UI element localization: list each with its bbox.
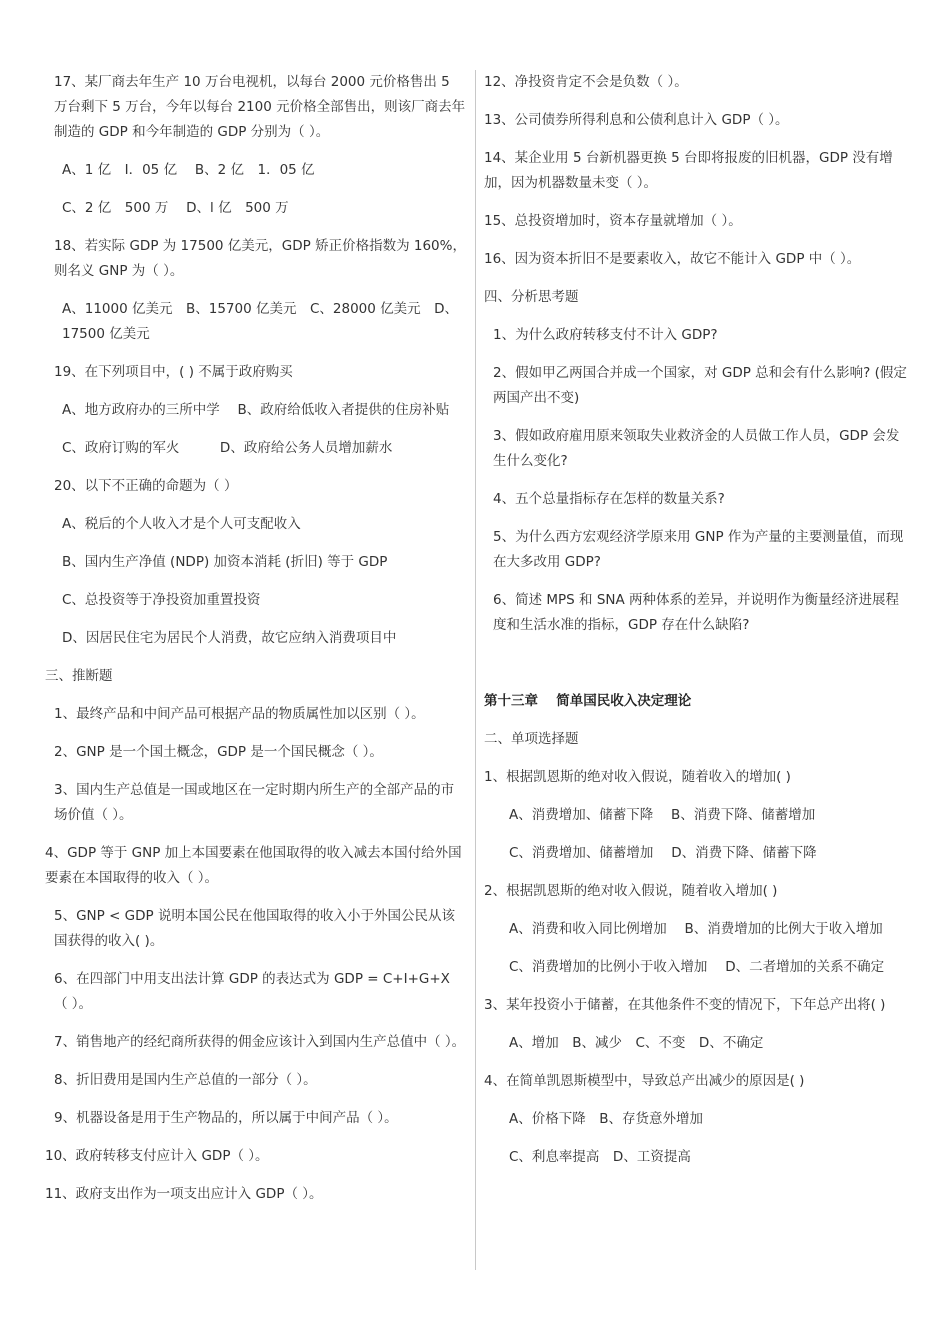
paragraph: C、消费增加的比例小于收入增加 D、二者增加的关系不确定 bbox=[509, 959, 885, 975]
paragraph: 5、为什么西方宏观经济学原来用 GNP 作为产量的主要测量值，而现在大多改用 GDP? bbox=[493, 529, 904, 570]
paragraph: 1、为什么政府转移支付不计入 GDP? bbox=[493, 327, 718, 343]
paragraph: A、消费和收入同比例增加 B、消费增加的比例大于收入增加 bbox=[509, 921, 883, 937]
paragraph: 2、根据凯恩斯的绝对收入假说，随着收入增加( ) bbox=[484, 883, 778, 899]
paragraph: 三、推断题 bbox=[45, 668, 113, 684]
column-divider bbox=[475, 70, 476, 1270]
paragraph: 6、在四部门中用支出法计算 GDP 的表达式为 GDP = C+I+G+X （ ）。 bbox=[54, 971, 450, 1012]
paragraph: A、11000 亿美元 B、15700 亿美元 C、28000 亿美元 D、17500 亿美元 bbox=[62, 301, 459, 342]
paragraph: 2、GNP 是一个国土概念，GDP 是一个国民概念（ ）。 bbox=[54, 744, 383, 760]
paragraph: 17、某厂商去年生产 10 万台电视机，以每台 2000 元价格售出 5 万台剩下 5 万台，今年以每台 2100 元价格全部售出，则该厂商去年制造的 GDP 和今年制造的 GDP 分别为（ ）。 bbox=[54, 74, 466, 140]
paragraph: 11、政府支出作为一项支出应计入 GDP（ ）。 bbox=[45, 1186, 323, 1202]
paragraph: 四、分析思考题 bbox=[484, 289, 579, 305]
left-column bbox=[45, 70, 467, 1220]
paragraph: C、2 亿 500 万 D、l 亿 500 万 bbox=[62, 200, 289, 216]
paragraph: 3、某年投资小于储蓄，在其他条件不变的情况下，下年总产出将( ) bbox=[484, 997, 886, 1013]
paragraph: 15、总投资增加时，资本存量就增加（ ）。 bbox=[484, 213, 742, 229]
chapter-title: 第十三章 简单国民收入决定理论 bbox=[484, 693, 692, 709]
paragraph: 2、假如甲乙两国合并成一个国家，对 GDP 总和会有什么影响? (假定两国产出不变) bbox=[493, 365, 907, 406]
paragraph: 5、GNP < GDP 说明本国公民在他国取得的收入小于外国公民从该国获得的收入( )。 bbox=[54, 908, 455, 949]
paragraph: A、消费增加、储蓄下降 B、消费下降、储蓄增加 bbox=[509, 807, 816, 823]
paragraph: A、价格下降 B、存货意外增加 bbox=[509, 1111, 703, 1127]
paragraph: A、1 亿 I．05 亿 B、2 亿 1．05 亿 bbox=[62, 162, 315, 178]
paragraph: D、因居民住宅为居民个人消费，故它应纳入消费项目中 bbox=[62, 630, 397, 646]
paragraph: 8、折旧费用是国内生产总值的一部分（ ）。 bbox=[54, 1072, 317, 1088]
paragraph: A、税后的个人收入才是个人可支配收入 bbox=[62, 516, 301, 532]
right-top-section bbox=[484, 70, 908, 638]
paragraph: A、增加 B、减少 C、不变 D、不确定 bbox=[509, 1035, 764, 1051]
paragraph: 7、销售地产的经纪商所获得的佣金应该计入到国内生产总值中（ ）。 bbox=[54, 1034, 466, 1050]
paragraph: 20、以下不正确的命题为（ ） bbox=[54, 478, 238, 494]
paragraph: C、政府订购的军火 D、政府给公务人员增加薪水 bbox=[62, 440, 393, 456]
paragraph: 1、最终产品和中间产品可根据产品的物质属性加以区别（ ）。 bbox=[54, 706, 425, 722]
paragraph: 14、某企业用 5 台新机器更换 5 台即将报废的旧机器，GDP 没有增加，因为机器数量未变（ ）。 bbox=[484, 150, 893, 191]
paragraph: 4、五个总量指标存在怎样的数量关系? bbox=[493, 491, 725, 507]
paragraph: 12、净投资肯定不会是负数（ ）。 bbox=[484, 74, 688, 90]
paragraph: C、消费增加、储蓄增加 D、消费下降、储蓄下降 bbox=[509, 845, 817, 861]
section-gap bbox=[484, 651, 908, 689]
paragraph: 19、在下列项目中，( ) 不属于政府购买 bbox=[54, 364, 293, 380]
paragraph: 4、GDP 等于 GNP 加上本国要素在他国取得的收入减去本国付给外国要素在本国取得的收入（ ）。 bbox=[45, 845, 462, 886]
paragraph: 3、国内生产总值是一国或地区在一定时期内所生产的全部产品的市场价值（ ）。 bbox=[54, 782, 455, 823]
paragraph: 6、简述 MPS 和 SNA 两种体系的差异，并说明作为衡量经济进展程度和生活水准的指标，GDP 存在什么缺陷? bbox=[493, 592, 900, 633]
paragraph: 4、在简单凯恩斯模型中，导致总产出减少的原因是( ) bbox=[484, 1073, 805, 1089]
paragraph: 9、机器设备是用于生产物品的，所以属于中间产品（ ）。 bbox=[54, 1110, 398, 1126]
paragraph: 1、根据凯恩斯的绝对收入假说，随着收入的增加( ) bbox=[484, 769, 791, 785]
paragraph: C、利息率提高 D、工资提高 bbox=[509, 1149, 691, 1165]
paragraph: B、国内生产净值 (NDP) 加资本消耗 (折旧) 等于 GDP bbox=[62, 554, 388, 570]
paragraph: 二、单项选择题 bbox=[484, 731, 579, 747]
paragraph: 10、政府转移支付应计入 GDP（ ）。 bbox=[45, 1148, 269, 1164]
right-bottom-section bbox=[484, 727, 908, 1170]
paragraph: A、地方政府办的三所中学 B、政府给低收入者提供的住房补贴 bbox=[62, 402, 450, 418]
paragraph: 16、因为资本折旧不是要素收入，故它不能计入 GDP 中（ ）。 bbox=[484, 251, 861, 267]
paragraph: 13、公司债券所得利息和公债利息计入 GDP（ ）。 bbox=[484, 112, 789, 128]
paragraph: 18、若实际 GDP 为 17500 亿美元，GDP 矫正价格指数为 160%，则名义 GNP 为（ ）。 bbox=[54, 238, 466, 279]
paragraph: 3、假如政府雇用原来领取失业救济金的人员做工作人员，GDP 会发生什么变化? bbox=[493, 428, 900, 469]
right-column bbox=[484, 70, 908, 1183]
paragraph: C、总投资等于净投资加重置投资 bbox=[62, 592, 261, 608]
